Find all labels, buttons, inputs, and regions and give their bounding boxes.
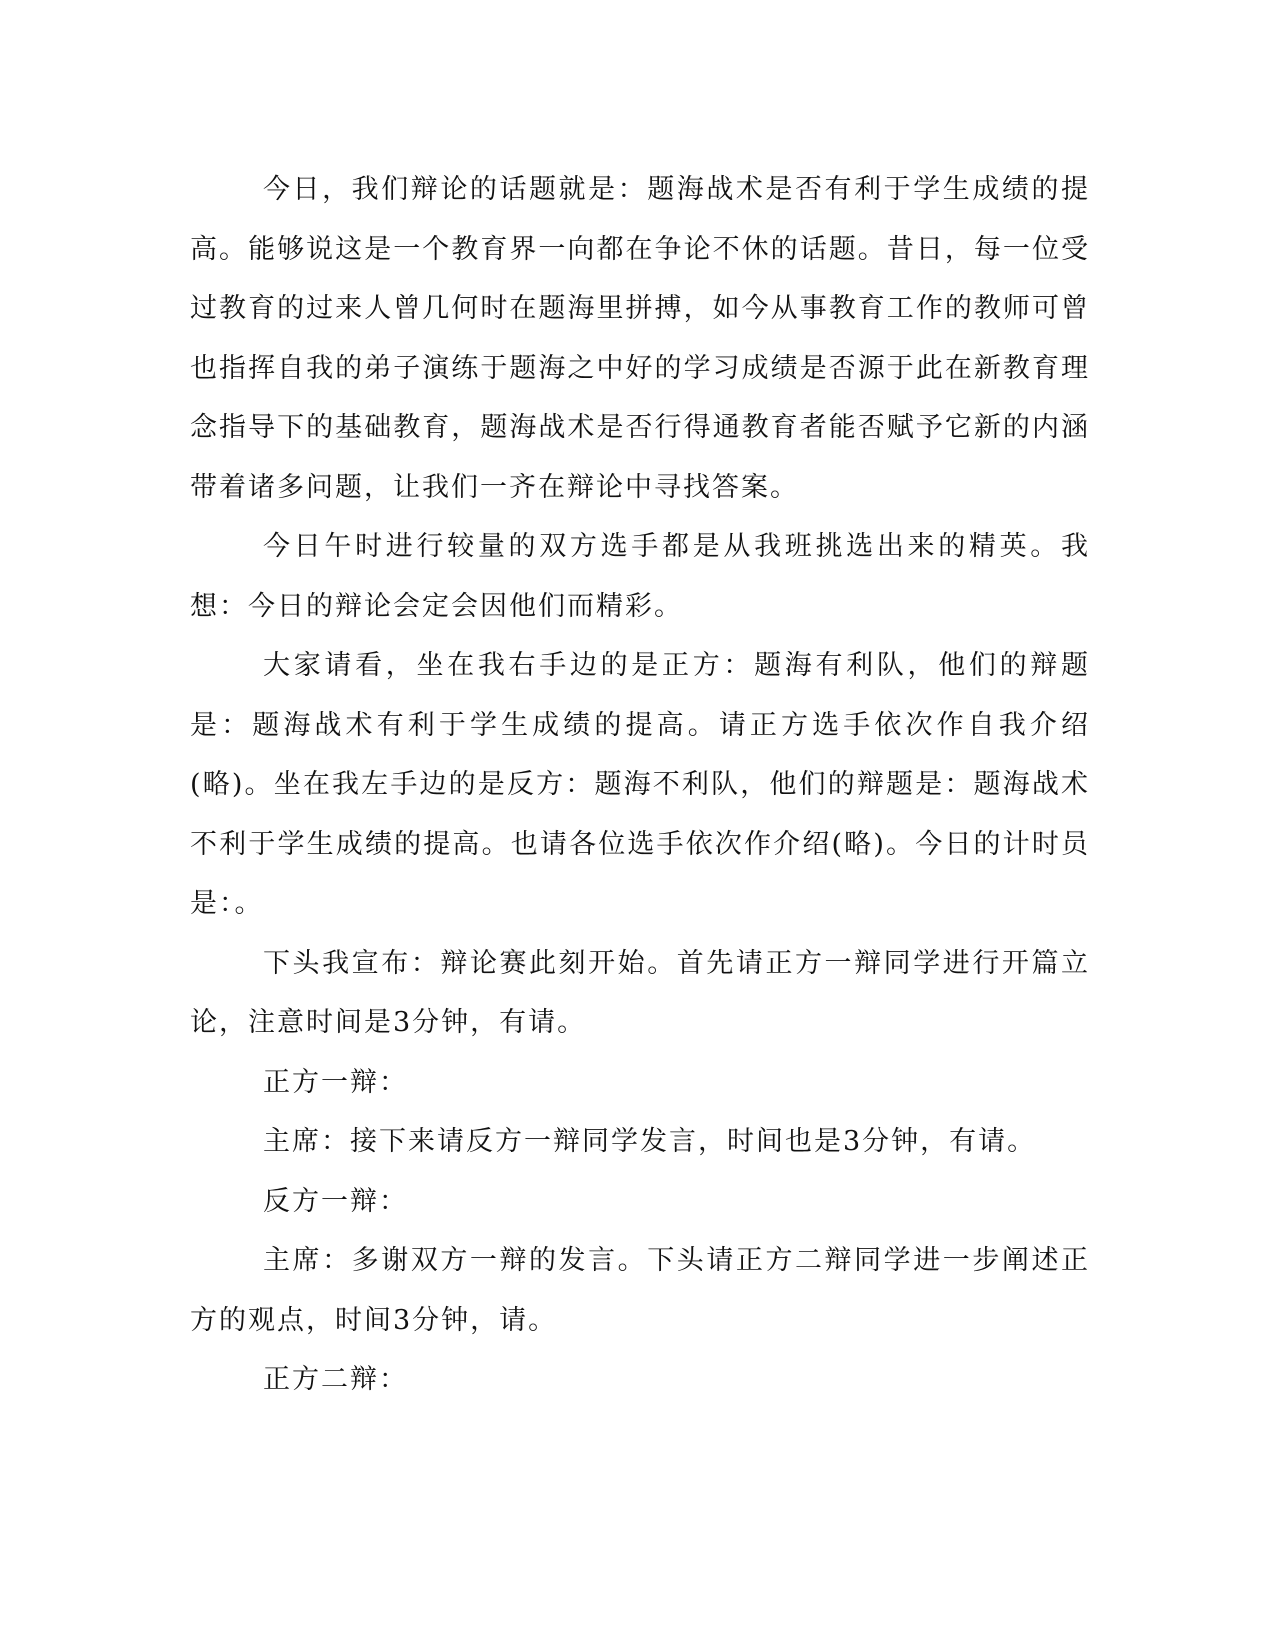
paragraph-teams: 大家请看，坐在我右手边的是正方：题海有利队，他们的辩题是：题海战术有利于学生成绩的提高。请正方选手依次作自我介绍(略)。坐在我左手边的是反方：题海不利队，他们的辩题是：题海战术不利于学生成绩的提高。也请各位选手依次作介绍(略)。今日的计时员是：。 bbox=[190, 650, 1090, 919]
paragraph-affirmative-first: 正方一辩： bbox=[263, 1066, 408, 1098]
paragraph-topic-intro: 今日，我们辩论的话题就是：题海战术是否有利于学生成绩的提高。能够说这是一个教育界一向都在争论不休的话题。昔日，每一位受过教育的过来人曾几何时在题海里拼搏，如今从事教育工作的教师可曾也指挥自我的弟子演练于题海之中好的学习成绩是否源于此在新教育理念指导下的基础教育，题海战术是否行得通教育者能否赋予它新的内涵带着诸多问题，让我们一齐在辩论中寻找答案。 bbox=[190, 174, 1090, 503]
paragraph-affirmative-second: 正方二辩： bbox=[263, 1364, 408, 1395]
paragraph-negative-first: 反方一辩： bbox=[263, 1185, 408, 1217]
document-body bbox=[190, 160, 1090, 1410]
paragraph-start-announcement: 下头我宣布：辩论赛此刻开始。首先请正方一辩同学进行开篇立论，注意时间是3分钟，有请。 bbox=[190, 947, 1090, 1038]
paragraph-chair-affirmative-second: 主席：多谢双方一辩的发言。下头请正方二辩同学进一步阐述正方的观点，时间3分钟，请。 bbox=[190, 1245, 1090, 1336]
paragraph-chair-negative-first: 主席：接下来请反方一辩同学发言，时间也是3分钟，有请。 bbox=[263, 1126, 1037, 1157]
paragraph-contestants: 今日午时进行较量的双方选手都是从我班挑选出来的精英。我想：今日的辩论会定会因他们而精彩。 bbox=[190, 531, 1090, 622]
